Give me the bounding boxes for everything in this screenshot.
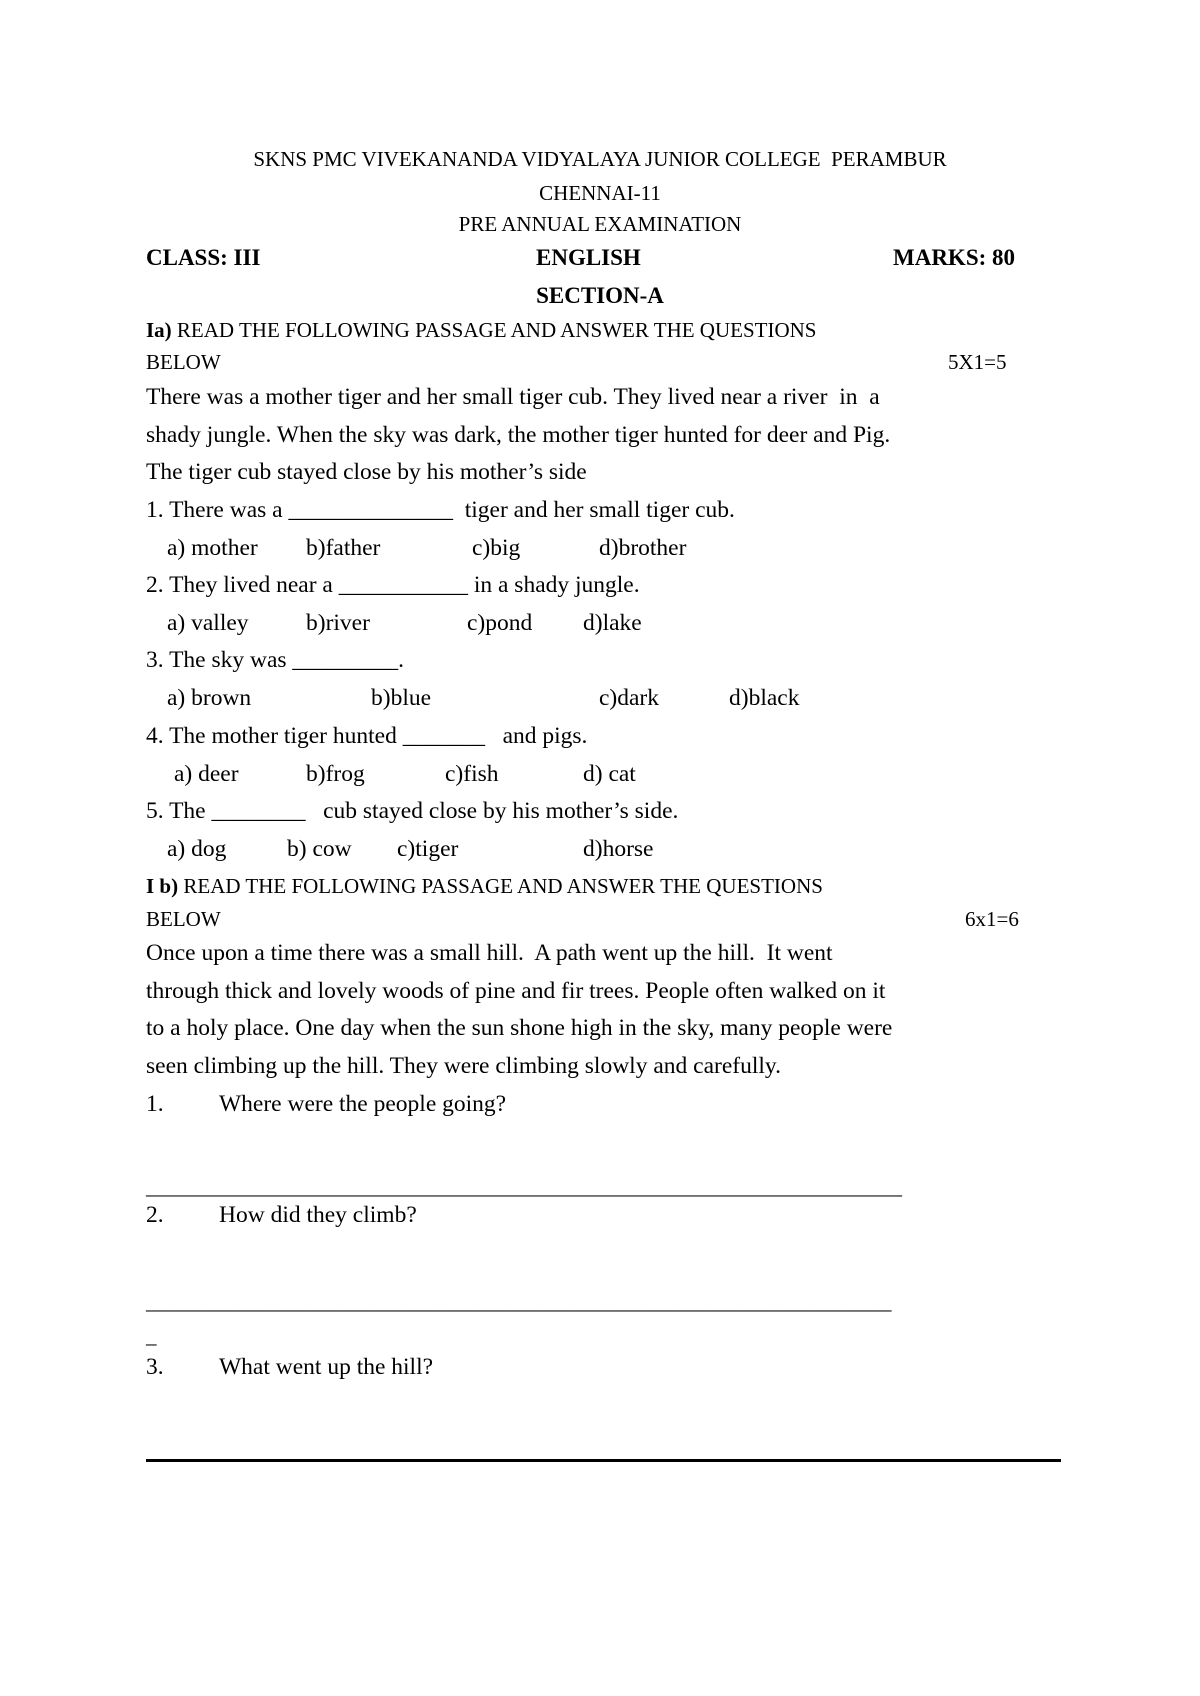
option: d)lake xyxy=(583,610,642,636)
school-name: SKNS PMC VIVEKANANDA VIDYALAYA JUNIOR COLLEGE PERAMBUR xyxy=(253,147,947,171)
written-question-text: What went up the hill? xyxy=(219,1354,434,1380)
passage-b-line: to a holy place. One day when the sun shone high in the sky, many people were xyxy=(146,1015,893,1041)
question-text: 2. They lived near a ___________ in a shady jungle. xyxy=(146,572,640,598)
part-b-instruction-line2: BELOW xyxy=(146,907,221,931)
school-city: CHENNAI-11 xyxy=(539,181,661,205)
question-text: 3. The sky was _________. xyxy=(146,647,405,673)
option: c)fish xyxy=(445,761,499,787)
part-b-marks: 6x1=6 xyxy=(965,907,1019,931)
part-b-instruction-text: READ THE FOLLOWING PASSAGE AND ANSWER THE QUESTIONS xyxy=(178,874,823,898)
option: c)pond xyxy=(467,610,533,636)
option: b)river xyxy=(306,610,370,636)
part-a-label: Ia) xyxy=(146,318,172,342)
passage-b-line: Once upon a time there was a small hill. A path went up the hill. It went xyxy=(146,940,833,966)
part-a-marks: 5X1=5 xyxy=(948,350,1007,374)
part-a-instruction-line2: BELOW xyxy=(146,350,221,374)
passage-a-line: The tiger cub stayed close by his mother’s side xyxy=(146,459,587,485)
written-question-number: 1. xyxy=(146,1091,164,1117)
option: a) dog xyxy=(167,836,227,862)
option: b)father xyxy=(306,535,381,561)
passage-b-line: through thick and lovely woods of pine and fir trees. People often walked on it xyxy=(146,978,886,1004)
written-question-text: Where were the people going? xyxy=(219,1091,507,1117)
passage-a-line: There was a mother tiger and her small tiger cub. They lived near a river in a xyxy=(146,384,880,410)
option: c)dark xyxy=(599,685,660,711)
part-a-instruction xyxy=(146,318,816,343)
written-question-text: How did they climb? xyxy=(219,1202,417,1228)
answer-line[interactable]: ________________________________________________________________________ xyxy=(146,1175,902,1199)
part-b-instruction xyxy=(146,874,823,899)
option: a) brown xyxy=(167,685,252,711)
answer-line-continuation: _ xyxy=(146,1324,157,1348)
written-question-number: 3. xyxy=(146,1354,164,1380)
passage-a-line: shady jungle. When the sky was dark, the mother tiger hunted for deer and Pig. xyxy=(146,422,891,448)
written-question-number: 2. xyxy=(146,1202,164,1228)
option: d)black xyxy=(729,685,800,711)
subject-label: ENGLISH xyxy=(536,245,641,270)
option: a) valley xyxy=(167,610,249,636)
answer-line[interactable]: _______________________________________________________________________ xyxy=(146,1290,892,1314)
option: d)brother xyxy=(599,535,687,561)
question-text: 4. The mother tiger hunted _______ and pigs. xyxy=(146,723,588,749)
option: a) deer xyxy=(174,761,239,787)
part-b-label: I b) xyxy=(146,874,179,898)
section-title: SECTION-A xyxy=(536,283,664,308)
class-label: CLASS: III xyxy=(146,245,261,270)
option: c)tiger xyxy=(397,836,459,862)
marks-label: MARKS: 80 xyxy=(893,245,1016,270)
passage-b-line: seen climbing up the hill. They were climbing slowly and carefully. xyxy=(146,1053,781,1079)
option: b)frog xyxy=(306,761,365,787)
question-text: 5. The ________ cub stayed close by his mother’s side. xyxy=(146,798,679,824)
option: b)blue xyxy=(371,685,432,711)
question-text: 1. There was a ______________ tiger and her small tiger cub. xyxy=(146,497,735,523)
option: d)horse xyxy=(583,836,654,862)
answer-rule[interactable] xyxy=(146,1459,1061,1462)
option: d) cat xyxy=(583,761,636,787)
option: a) mother xyxy=(167,535,258,561)
option: b) cow xyxy=(287,836,352,862)
exam-title: PRE ANNUAL EXAMINATION xyxy=(458,212,742,236)
option: c)big xyxy=(472,535,521,561)
part-a-instruction-text: READ THE FOLLOWING PASSAGE AND ANSWER THE QUESTIONS xyxy=(171,318,817,342)
